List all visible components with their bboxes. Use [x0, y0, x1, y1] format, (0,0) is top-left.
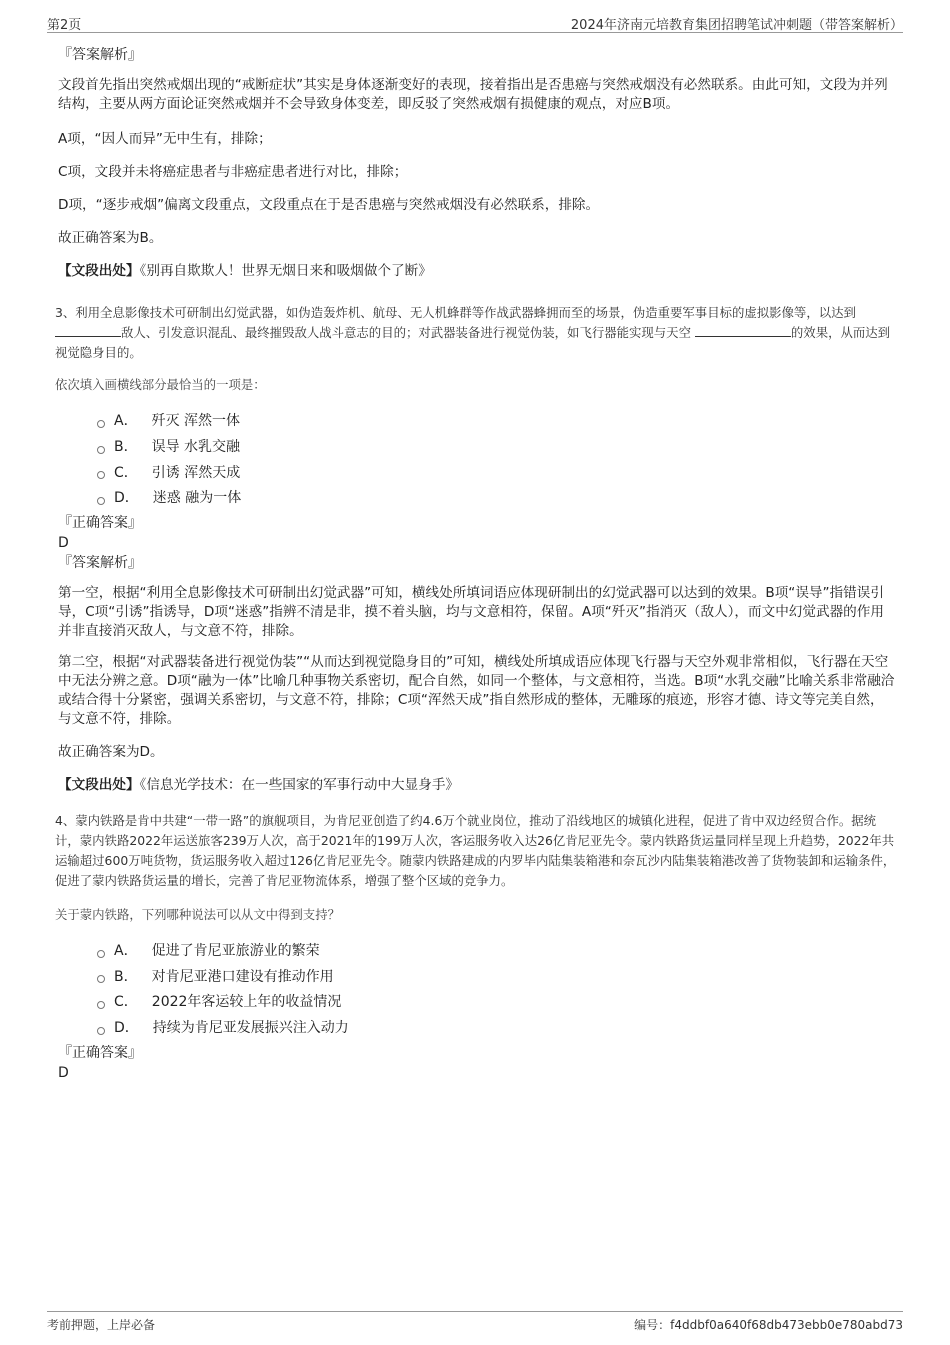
radio-icon[interactable]: [97, 497, 105, 505]
radio-icon[interactable]: [97, 1027, 105, 1035]
q3-text-part3: 的效果，从而达到视觉隐身目的。: [55, 325, 891, 360]
q2-source-label: 【文段出处】: [58, 263, 140, 279]
q3-options: [97, 409, 897, 512]
q4-option-a[interactable]: A． 促进了肯尼亚旅游业的繁荣: [97, 939, 897, 965]
q3-source: [58, 776, 897, 795]
q2-analysis-para-3: C项，文段并未将癌症患者与非癌症患者进行对比，排除；: [58, 164, 408, 180]
footer-slogan: 考前押题，上岸必备: [47, 1318, 156, 1332]
q3-option-a[interactable]: A． 歼灭 浑然一体: [97, 409, 897, 435]
page-number: 第2页: [47, 18, 82, 33]
q3-source-text: 《信息光学技术：在一些国家的军事行动中大显身手》: [139, 776, 460, 793]
q3-option-b[interactable]: B． 误导 水乳交融: [97, 435, 897, 461]
document-code: [634, 1316, 903, 1333]
q3-text-part1: 3、利用全息影像技术可研制出幻觉武器，如伪造轰炸机、航母、无人机蜂群等作战武器蜂拥而至的场景，伪造重要军事目标的虚拟影像等，以达到: [55, 305, 856, 320]
q2-analysis-para-2: A项，“因人而异”无中生有，排除；: [58, 131, 272, 147]
q4-option-b[interactable]: B． 对肯尼亚港口建设有推动作用: [97, 964, 897, 990]
q4-answer-label: 『正确答案』: [58, 1044, 142, 1061]
main-content: [55, 44, 897, 1082]
q3-analysis-label: 『答案解析』: [58, 554, 142, 571]
q3-option-d[interactable]: D． 迷惑 融为一体: [97, 486, 897, 512]
q3-blank-2: [695, 325, 791, 337]
q2-analysis-label: 『答案解析』: [58, 47, 142, 63]
radio-icon[interactable]: [97, 950, 105, 958]
q3-text-part2: 敌人、引发意识混乱、最终摧毁敌人战斗意志的目的；对武器装备进行视觉伪装，如飞行器能实现与天空: [121, 325, 691, 340]
q4-question-text: 4、蒙内铁路是肯中共建“一带一路”的旗舰项目，为肯尼亚创造了约4.6万个就业岗位，推动了沿线地区的城镇化进程，促进了肯中双边经贸合作。据统计，蒙内铁路2022年运送旅客239万人次，高于2021年的199万人次，客运服务收入达26亿肯尼亚先令。蒙内铁路货运量同样呈现上升趋势，2022年共运输超过600万吨货物，货运服务收入超过126亿肯尼亚先令。随蒙内铁路建成的内罗毕内陆集装箱港和奈瓦沙内陆集装箱港改善了货物装卸和运输条件，促进了蒙内铁路货运量的增长，完善了肯尼亚物流体系，增强了整个区域的竞争力。: [55, 812, 896, 888]
radio-icon[interactable]: [97, 1001, 105, 1009]
q3-answer-label: 『正确答案』: [58, 514, 142, 531]
q2-analysis-para-4: D项，“逐步戒烟”偏离文段重点，文段重点在于是否患癌与突然戒烟没有必然联系，排除。: [58, 197, 600, 213]
q3-answer: D: [58, 534, 69, 551]
q3-blank-1: [55, 325, 121, 337]
q3-option-c[interactable]: C． 引诱 浑然天成: [97, 460, 897, 486]
q3-source-label: 【文段出处】: [58, 776, 140, 793]
code-label: 编号：: [634, 1318, 671, 1332]
q3-analysis-conclusion: 故正确答案为D。: [58, 743, 164, 760]
q2-analysis-conclusion: 故正确答案为B。: [58, 230, 163, 246]
document-title: 2024年济南元培教育集团招聘笔试冲刺题（带答案解析）: [570, 18, 903, 33]
q4-options: [97, 939, 897, 1042]
page-footer: [47, 1311, 903, 1332]
radio-icon[interactable]: [97, 420, 105, 428]
q4-answer: D: [58, 1064, 69, 1081]
q2-source: [58, 262, 897, 281]
radio-icon[interactable]: [97, 471, 105, 479]
q2-source-text: 《别再自欺欺人！世界无烟日来和吸烟做个了断》: [139, 263, 432, 279]
radio-icon[interactable]: [97, 975, 105, 983]
q3-analysis-para-1: 第一空，根据“利用全息影像技术可研制出幻觉武器”可知，横线处所填词语应体现研制出的幻觉武器可以达到的效果。B项“误导”指错误引导，C项“引诱”指诱导，D项“迷惑”指辨不清是非，摸不着头脑，均与文意相符，保留。A项“歼灭”指消灭（敌人），而文中幻觉武器的作用并非直接消灭敌人，与文意不符，排除。: [58, 584, 884, 639]
q3-question-text: [55, 303, 897, 363]
radio-icon[interactable]: [97, 446, 105, 454]
code-value: f4ddbf0a640f68db473ebb0e780abd73: [670, 1318, 903, 1332]
q3-analysis-para-2: 第二空，根据“对武器装备进行视觉伪装”“从而达到视觉隐身目的”可知，横线处所填成语应体现飞行器与天空外观非常相似，飞行器在天空中无法分辨之意。D项“融为一体”比喻几种事物关系密切，配合自然，如同一个整体，与文意相符，当选。B项“水乳交融”比喻关系非常融洽或结合得十分紧密，强调关系密切，与文意不符，排除；C项“浑然天成”指自然形成的整体，无雕琢的痕迹，形容才德、诗文等完美自然，与文意不符，排除。: [58, 653, 895, 727]
q2-analysis-para-1: 文段首先指出突然戒烟出现的“戒断症状”其实是身体逐渐变好的表现，接着指出是否患癌与突然戒烟没有必然联系。由此可知，文段为并列结构，主要从两方面论证突然戒烟并不会导致身体变差，即反驳了突然戒烟有损健康的观点，对应B项。: [58, 77, 888, 112]
q4-option-c[interactable]: C． 2022年客运较上年的收益情况: [97, 990, 897, 1016]
page-header: [47, 14, 903, 33]
q4-prompt: 关于蒙内铁路，下列哪种说法可以从文中得到支持？: [55, 906, 340, 922]
q4-option-d[interactable]: D． 持续为肯尼亚发展振兴注入动力: [97, 1016, 897, 1042]
q3-prompt: 依次填入画横线部分最恰当的一项是：: [55, 377, 266, 392]
